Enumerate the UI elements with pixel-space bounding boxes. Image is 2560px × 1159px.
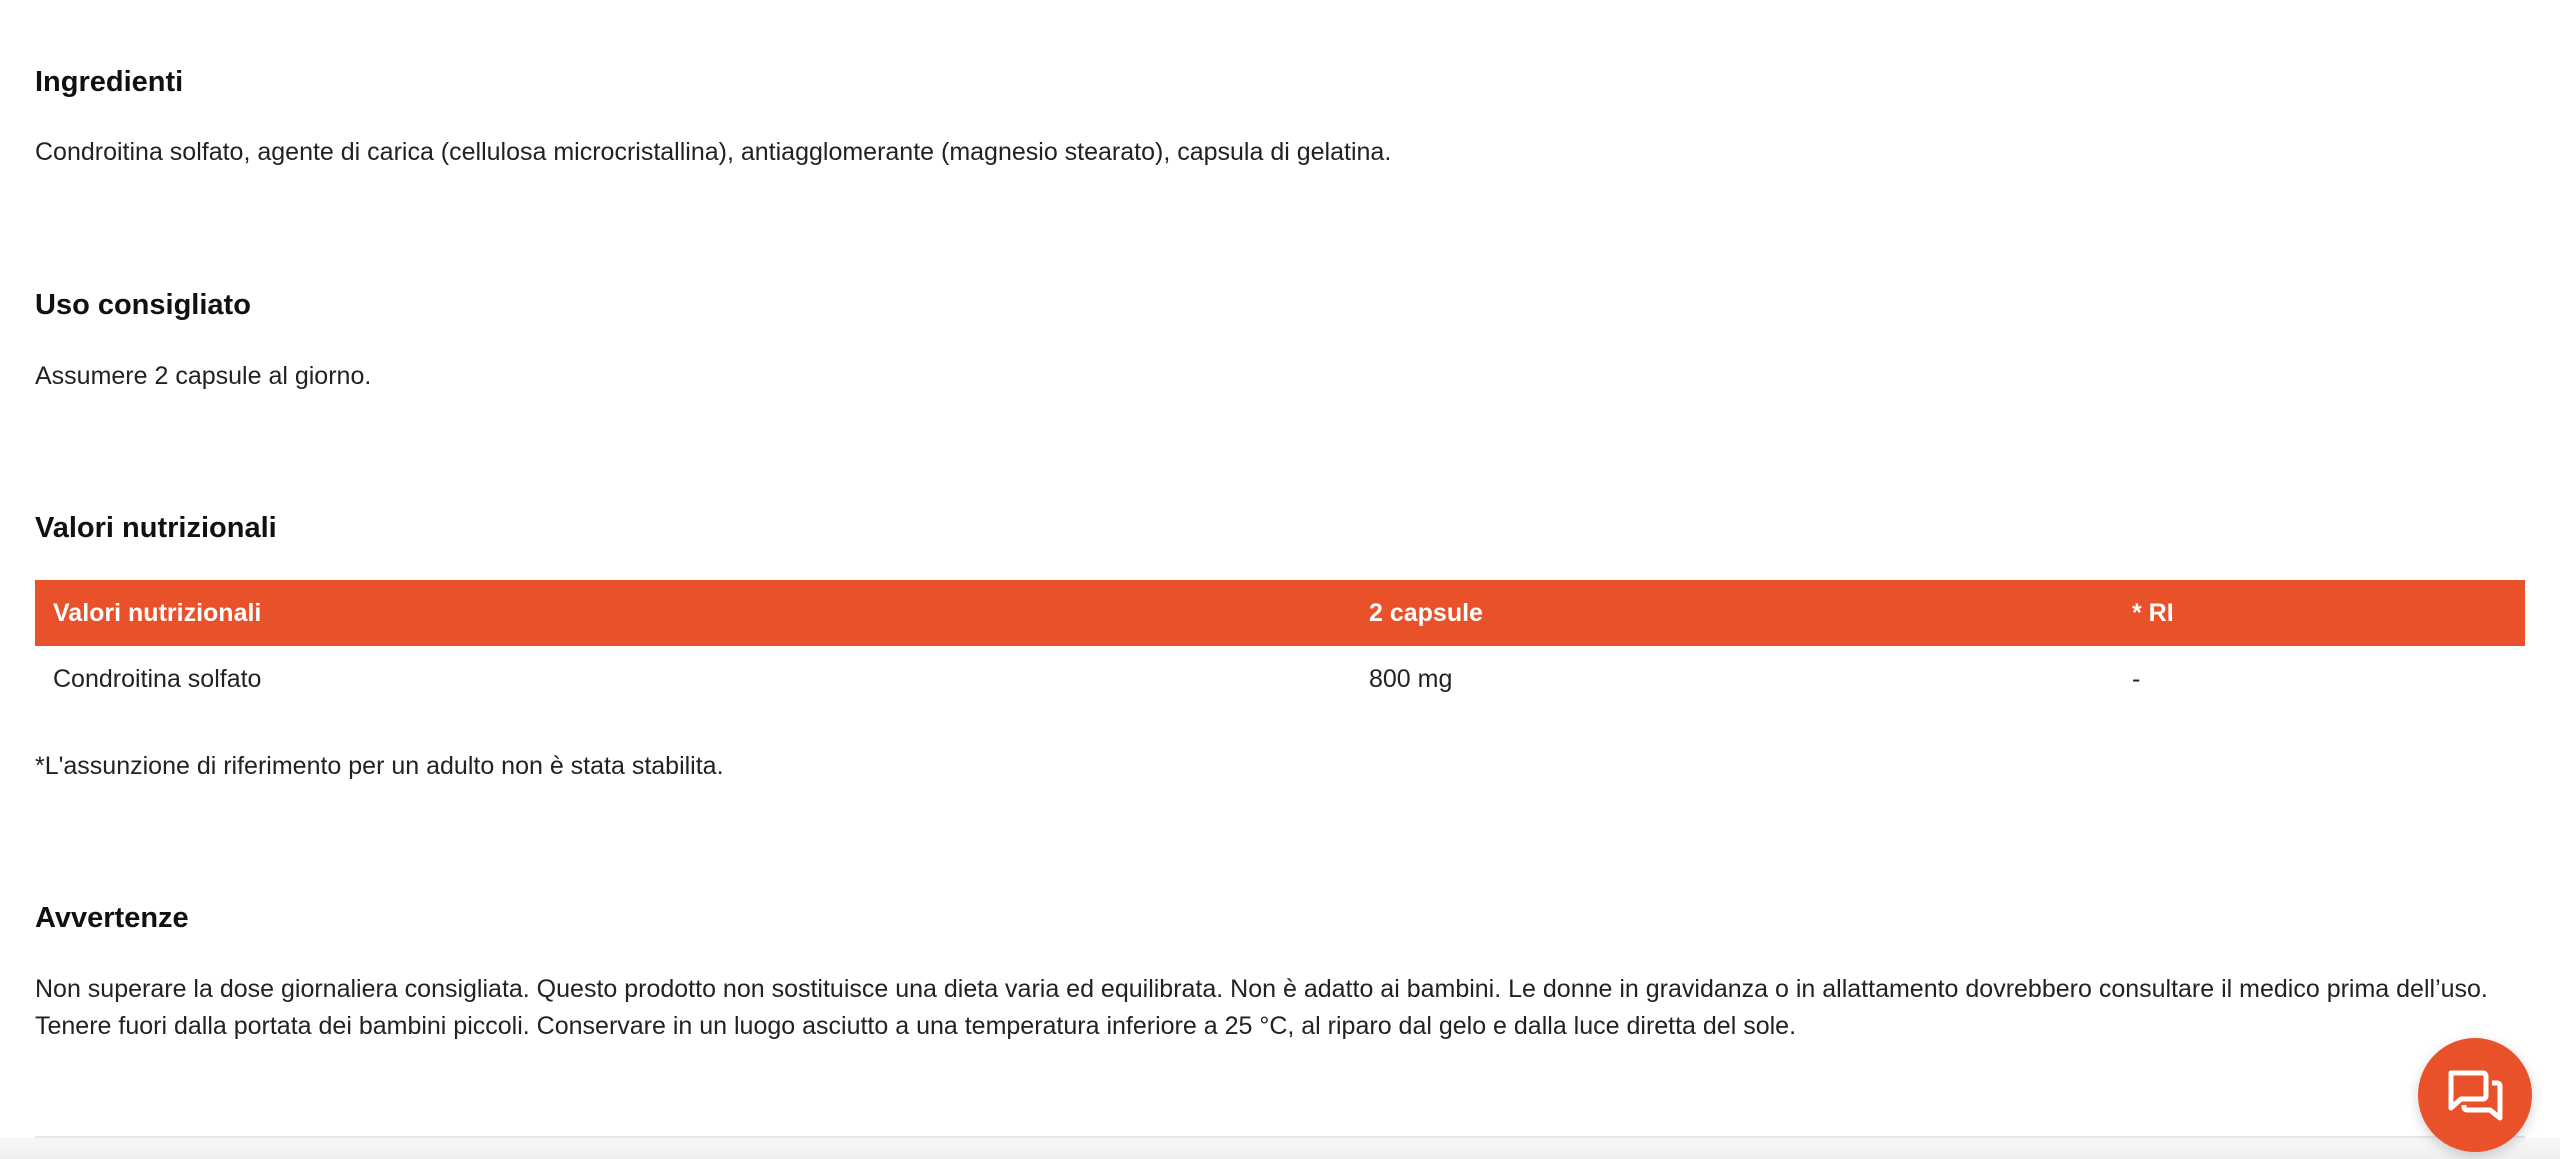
table-row (35, 646, 2525, 712)
warnings-title: Avvertenze (35, 902, 189, 934)
ingredients-title: Ingredienti (35, 66, 184, 98)
page-bottom-edge (0, 1138, 2560, 1159)
ingredients-text: Condroitina solfato, agente di carica (cellulosa microcristallina), antiagglomerante (magnesio stearato), capsula di gelatina. (35, 138, 1392, 166)
chat-button[interactable] (2418, 1038, 2532, 1152)
warnings-text: Non superare la dose giornaliera consigliata. Questo prodotto non sostituisce una dieta varia ed equilibrata. Non è adatto ai bambini. Le donne in gravidanza o in allattamento dovrebbero consultare il medico prima dell’uso. Tenere fuori dalla portata dei bambini piccoli. Conservare in un luogo asciutto a una temperatura inferiore a 25 °C, al riparo dal gelo e dalla luce diretta del sole. (35, 975, 2488, 1040)
nutrient-ri-cell: - (2132, 664, 2141, 693)
column-header-ri: * RI (2114, 580, 2525, 646)
nutrition-table-header (35, 580, 2525, 646)
nutrition-table (35, 580, 2525, 712)
nutrient-amount-cell: 800 mg (1369, 664, 1453, 693)
ri-footnote: *L'assunzione di riferimento per un adulto non è stata stabilita. (35, 752, 724, 780)
recommended-use-title: Uso consigliato (35, 289, 251, 321)
chat-bubbles-icon (2445, 1065, 2505, 1125)
column-header-amount: 2 capsule (1351, 580, 2114, 646)
column-header-nutrient: Valori nutrizionali (35, 580, 1351, 646)
recommended-use-text: Assumere 2 capsule al giorno. (35, 362, 372, 390)
nutrient-name-cell: Condroitina solfato (53, 664, 262, 693)
nutritional-values-title: Valori nutrizionali (35, 512, 277, 544)
